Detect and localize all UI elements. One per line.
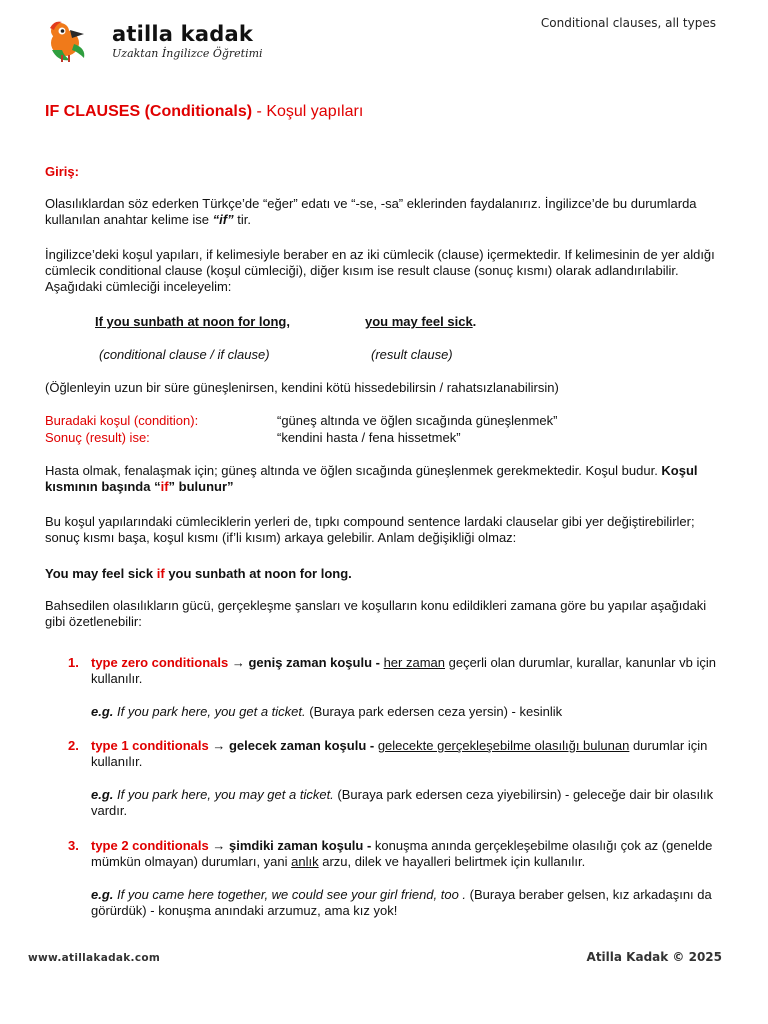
tense-name: gelecek zaman koşulu -: [228, 738, 378, 753]
item-number: 2.: [68, 738, 79, 753]
reversed-a: You may feel sick: [45, 566, 157, 581]
item-body: [91, 838, 725, 870]
item-body: [91, 655, 725, 687]
item-example: [91, 887, 725, 919]
item-underlined: gelecekte gerçekleşebilme olasılığı bulunan: [377, 738, 630, 753]
reversed-b: you sunbath at noon for long.: [164, 566, 352, 581]
conditional-type: type 2 conditionals: [91, 838, 209, 853]
result-value: “kendini hasta / fena hissetmek”: [277, 430, 461, 445]
example-text: If you park here, you get a ticket.: [113, 704, 306, 719]
result-clause-label: (result clause): [371, 347, 453, 362]
section-heading-giris: Giriş:: [45, 164, 79, 179]
result-label-c: ) ise:: [121, 430, 150, 445]
example-result-clause: [365, 314, 476, 330]
example-translation: (Öğlenleyin uzun bir süre güneşlenirsen, kendini kötü hissedebilirsin / rahatsızlanabilirsin): [45, 380, 559, 395]
brand-name: atilla kadak: [112, 22, 253, 46]
arrow-icon: →: [228, 655, 249, 670]
reversed-if: if: [156, 566, 165, 581]
paragraph-clause-order: Bu koşul yapılarındaki cümleciklerin yerleri de, tıpkı compound sentence lardaki clauselar gibi yer değiştirebilirler; sonuç kısmı başa, koşul kısmı (if’li kısım) arkaya gelebilir. Anlam değişikliği olmaz:: [45, 514, 695, 545]
condition-label-c: ):: [190, 413, 199, 428]
document-topic: Conditional clauses, all types: [540, 16, 716, 30]
p3-bold-a: Koşul kısmının başında “: [45, 463, 698, 494]
result-label-b: result: [89, 430, 122, 445]
brand-slogan: Uzaktan İngilizce Öğretimi: [112, 47, 263, 60]
result-label-a: Sonuç (: [45, 430, 90, 445]
condition-label: [45, 413, 198, 429]
intro-text: Olasılıklardan söz ederken Türkçe’de “eğer” edatı ve “-se, -sa” eklerinden faydalanırız. İngilizce’de bu durumlarda kullanılan anahtar kelime ise: [45, 196, 697, 227]
intro-suffix: tir.: [233, 212, 251, 227]
example-text: If you park here, you may get a ticket.: [113, 787, 334, 802]
item-number: 1.: [68, 655, 79, 670]
example-translation: (Buraya park edersen ceza yersin) - kesinlik: [305, 704, 563, 719]
arrow-icon: →: [208, 738, 229, 753]
example-translation: (Buraya beraber gelsen, kız arkadaşını da görürdük) - konuşma anındaki arzumuz, ama kız yok!: [91, 887, 712, 918]
item-body: [91, 738, 725, 770]
example-reversed: [45, 566, 725, 582]
item-description-pre: konuşma anında gerçekleşebilme olasılığı çok az (genelde mümkün olmayan) durumları, yani: [91, 838, 713, 869]
item-description: arzu, dilek ve hayalleri belirtmek için kullanılır.: [318, 854, 586, 869]
example-text: If you came here together, we could see your girl friend, too .: [113, 887, 467, 902]
paragraph-intro: [45, 196, 725, 228]
parrot-logo-icon: [44, 18, 90, 64]
example-translation: (Buraya park edersen ceza yiyebilirsin) - geleceğe dair bir olasılık vardır.: [91, 787, 714, 818]
conditional-type: type zero conditionals: [91, 655, 229, 670]
result-label: [45, 430, 150, 446]
footer-website-link[interactable]: www.atillakadak.com: [28, 952, 161, 964]
arrow-icon: →: [208, 838, 229, 853]
p3-text: Hasta olmak, fenalaşmak için; güneş altında ve öğlen sıcağında güneşlenmek gerekmektedir. Koşul budur.: [45, 463, 662, 478]
paragraph-condition-explained: [45, 463, 725, 495]
item-example: [91, 787, 725, 819]
title-subtitle: - Koşul yapıları: [252, 103, 364, 120]
p3-bold-c: ” bulunur”: [168, 479, 234, 494]
tense-name: şimdiki zaman koşulu -: [228, 838, 375, 853]
condition-label-b: condition: [138, 413, 191, 428]
paragraph-summary: Bahsedilen olasılıkların gücü, gerçekleşme şansları ve koşulların konu edildikleri zamana göre bu yapılar aşağıdaki gibi özetlenebilir:: [45, 598, 707, 629]
footer-copyright: Atilla Kadak © 2025: [586, 950, 722, 964]
item-example: [91, 704, 725, 720]
page-title: [45, 104, 363, 120]
eg-label: e.g.: [91, 787, 114, 802]
eg-label: e.g.: [91, 887, 114, 902]
item-number: 3.: [68, 838, 79, 853]
tense-name: geniş zaman koşulu -: [248, 655, 384, 670]
item-underlined: her zaman: [383, 655, 445, 670]
result-dot: .: [472, 314, 477, 329]
title-main: IF CLAUSES (Conditionals): [45, 103, 253, 120]
paragraph-clauses: İngilizce’deki koşul yapıları, if kelimesiyle beraber en az iki cümlecik (clause) içermektedir. If kelimesinin de yer aldığı cümlecik conditional clause (koşul cümleciği), diğer kısım ise result clause (sonuç kısmı) olarak adlandırılabilir. Aşağıdaki cümleciği inceleyelim:: [45, 247, 715, 294]
item-underlined: anlık: [291, 854, 319, 869]
if-keyword: “if”: [212, 212, 234, 227]
conditional-clause-label: (conditional clause / if clause): [99, 347, 270, 362]
condition-value: “güneş altında ve öğlen sıcağında güneşlenmek”: [277, 413, 558, 428]
eg-label: e.g.: [91, 704, 114, 719]
condition-label-a: Buradaki koşul (: [45, 413, 139, 428]
p3-if: if: [160, 479, 169, 494]
conditional-type: type 1 conditionals: [91, 738, 209, 753]
example-conditional-clause: If you sunbath at noon for long,: [95, 314, 290, 329]
item-description: durumlar için kullanılır.: [91, 738, 708, 769]
result-text: you may feel sick: [365, 314, 473, 329]
item-description: geçerli olan durumlar, kurallar, kanunlar vb için kullanılır.: [91, 655, 716, 686]
